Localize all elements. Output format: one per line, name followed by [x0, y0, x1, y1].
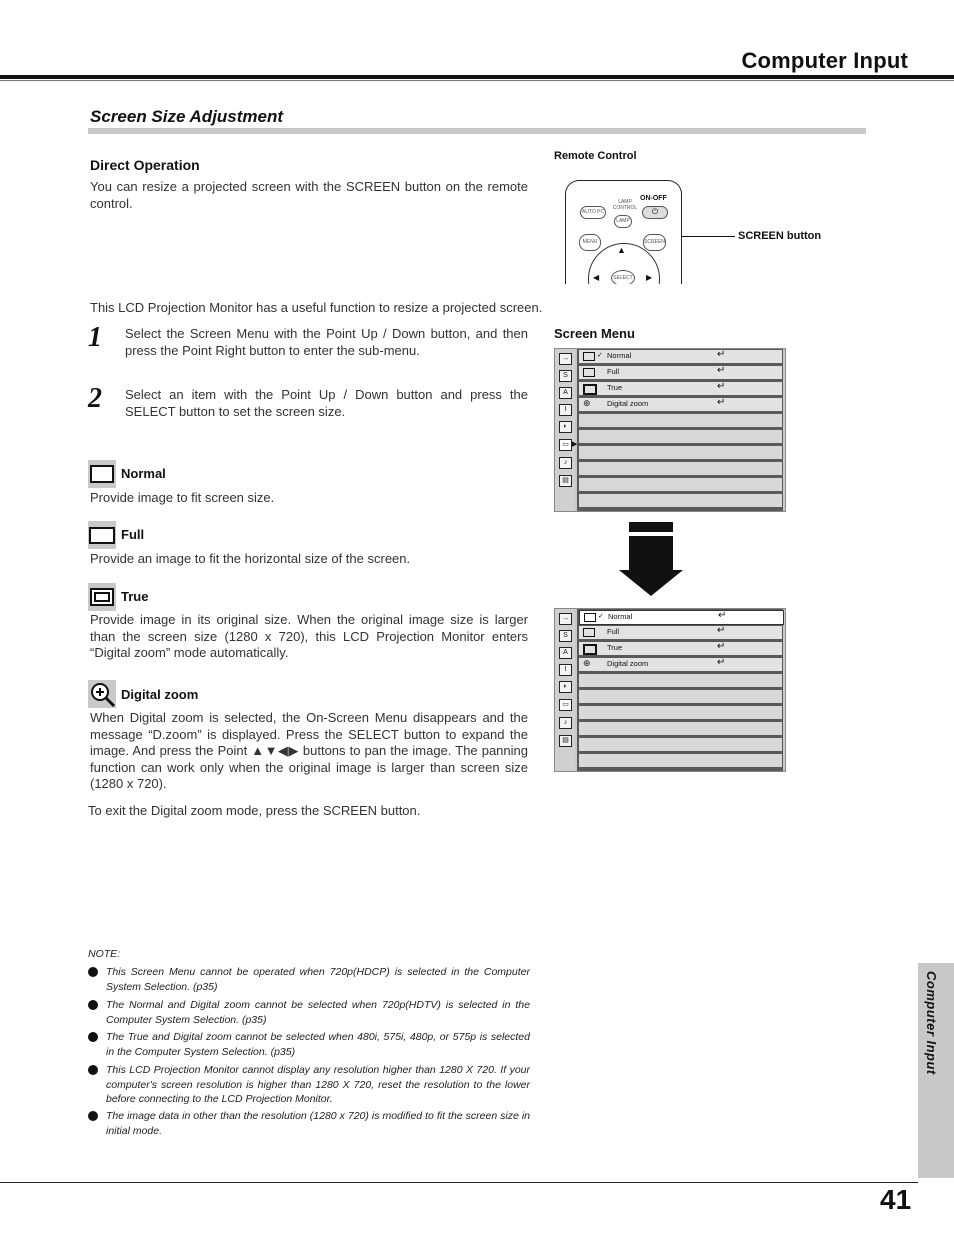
mode-description: Provide image in its original size. When the original image size is larger than the screen size (1280 x 720), this LCD Projection Monitor enters “Digital zoom” mode automatically.	[90, 612, 528, 660]
step-number: 1	[88, 322, 102, 353]
arrow-bar	[629, 522, 673, 532]
bullet-icon	[88, 1000, 98, 1010]
sound-icon: ♪	[559, 717, 572, 729]
bullet-icon	[88, 1111, 98, 1121]
menu-row-normal-selected	[579, 610, 784, 625]
menu-row-empty	[579, 430, 782, 443]
lamp-control-label: LAMP CONTROL	[612, 199, 638, 211]
direct-operation-heading: Direct Operation	[90, 157, 200, 173]
digital-zoom-icon: ⊕	[583, 658, 591, 668]
step-number: 2	[88, 383, 102, 414]
on-off-label: ON-OFF	[640, 195, 667, 202]
digital-zoom-icon: ⊕	[583, 398, 591, 408]
note-text: This Screen Menu cannot be operated when 720p(HDCP) is selected in the Computer System Selection. (p35)	[106, 966, 530, 993]
enter-icon: ↵	[717, 349, 726, 360]
menu-row-empty	[579, 738, 782, 751]
image-adjust-icon: ◐	[559, 421, 572, 433]
screen-menu-icon: ▭	[559, 699, 572, 711]
setting-icon: ▤	[559, 475, 572, 487]
menu-body	[577, 609, 783, 771]
normal-screen-icon	[583, 352, 595, 361]
mode-label: Digital zoom	[121, 687, 199, 702]
pc-adjust-icon: A	[559, 387, 572, 399]
menu-row-empty	[579, 674, 782, 687]
mode-description: Provide an image to fit the horizontal size of the screen.	[90, 551, 411, 566]
menu-row-empty	[579, 462, 782, 475]
section-title: Screen Size Adjustment	[90, 107, 284, 126]
down-arrow-icon	[619, 536, 683, 596]
submenu-pointer-icon: ▶	[572, 441, 578, 448]
mode-label: Normal	[121, 466, 166, 481]
remote-control-label: Remote Control	[554, 150, 637, 162]
side-tab-label: Computer Input	[924, 971, 939, 1075]
side-tab	[918, 963, 954, 1178]
step-text: Select an item with the Point Up / Down button and press the SELECT button to set the screen size.	[125, 387, 528, 419]
pc-adjust-icon: A	[559, 647, 572, 659]
enter-icon: ↵	[717, 381, 726, 392]
menu-row-digital-zoom	[579, 398, 782, 411]
mode-description: Provide image to fit screen size.	[90, 490, 275, 505]
menu-row-label: Digital zoom	[607, 659, 649, 668]
menu-row-empty	[579, 446, 782, 459]
menu-row-normal	[579, 350, 782, 363]
auto-pc-button: AUTO PC	[580, 206, 606, 219]
system-icon: S	[559, 370, 572, 382]
check-icon: ✓	[597, 352, 603, 359]
note-title: NOTE:	[88, 948, 121, 960]
true-screen-icon	[88, 583, 116, 611]
mode-label: True	[121, 589, 149, 604]
header-rule	[0, 75, 954, 79]
enter-icon: ↵	[717, 365, 726, 376]
setting-icon: ▤	[559, 735, 572, 747]
menu-row-empty	[579, 414, 782, 427]
menu-row-label: Full	[607, 367, 620, 376]
bullet-icon	[88, 1065, 98, 1075]
screen-menu-icon: ▭	[559, 439, 572, 451]
bullet-icon	[88, 967, 98, 977]
lamp-button: LAMP	[614, 215, 632, 228]
enter-icon: ↵	[717, 641, 726, 652]
direct-operation-text: You can resize a projected screen with the SCREEN button on the remote control.	[90, 179, 528, 211]
menu-row-true	[579, 382, 782, 395]
screen-menu-after	[554, 608, 786, 772]
bullet-icon	[88, 1032, 98, 1042]
normal-screen-icon	[584, 613, 596, 622]
digital-zoom-icon	[88, 680, 116, 708]
menu-row-label: True	[607, 643, 623, 652]
enter-icon: ↵	[717, 625, 726, 636]
note-text: The True and Digital zoom cannot be selected when 480i, 575i, 480p, or 575p is selected in the Computer System Selection. (p35)	[106, 1031, 530, 1058]
menu-rail	[555, 609, 575, 771]
sound-icon: ♪	[559, 457, 572, 469]
true-screen-icon	[583, 384, 597, 395]
page-header-title: Computer Input	[741, 48, 908, 73]
true-screen-icon	[583, 644, 597, 655]
menu-row-true	[579, 642, 782, 655]
screen-button-callout: SCREEN button	[738, 230, 822, 242]
menu-row-label: Normal	[607, 351, 632, 360]
full-screen-icon	[88, 521, 116, 549]
note-item	[88, 998, 530, 1027]
image-adjust-icon: ◐	[559, 681, 572, 693]
note-item	[88, 1030, 530, 1059]
menu-row-empty	[579, 478, 782, 491]
enter-icon: ↵	[717, 657, 726, 668]
menu-row-full	[579, 366, 782, 379]
menu-row-empty	[579, 722, 782, 735]
menu-row-full	[579, 626, 782, 639]
exit-zoom-text: To exit the Digital zoom mode, press the SCREEN button.	[88, 803, 421, 818]
menu-body	[577, 349, 783, 511]
enter-icon: ↵	[718, 610, 727, 621]
note-item	[88, 965, 530, 994]
section-divider	[88, 128, 866, 134]
menu-row-digital-zoom	[579, 658, 782, 671]
image-select-icon: I	[559, 664, 572, 676]
input-icon: →	[559, 613, 572, 625]
menu-row-empty	[579, 754, 782, 767]
full-screen-icon	[583, 368, 595, 377]
note-item	[88, 1063, 530, 1107]
system-icon: S	[559, 630, 572, 642]
menu-row-label: Full	[607, 627, 620, 636]
full-screen-icon	[583, 628, 595, 637]
enter-icon: ↵	[717, 397, 726, 408]
remote-control-illustration	[565, 180, 682, 284]
power-icon: ⏻	[642, 206, 668, 219]
normal-screen-icon	[88, 460, 116, 488]
input-icon: →	[559, 353, 572, 365]
menu-row-empty	[579, 690, 782, 703]
menu-row-empty	[579, 706, 782, 719]
screen-button: SCREEN	[643, 234, 666, 251]
footer-rule	[0, 1182, 918, 1183]
menu-row-label: Digital zoom	[607, 399, 649, 408]
note-item	[88, 1109, 530, 1138]
intro-text: This LCD Projection Monitor has a useful function to resize a projected screen.	[90, 300, 543, 315]
menu-row-label: Normal	[608, 612, 633, 621]
note-text: The image data in other than the resolution (1280 x 720) is modified to fit the screen size in initial mode.	[106, 1110, 530, 1137]
mode-label: Full	[121, 527, 145, 542]
note-text: This LCD Projection Monitor cannot display any resolution higher than 1280 X 720. If your computer's screen resolution is higher than 1280 X 720, reset the resolution to the lower before connecting to the LCD Projection Monitor.	[106, 1064, 530, 1105]
menu-button: MENU	[579, 234, 601, 251]
page-number: 41	[880, 1184, 912, 1215]
screen-button-callout-line	[681, 236, 735, 237]
menu-row-label: True	[607, 383, 623, 392]
point-right-icon: ▶	[646, 273, 653, 282]
select-button: SELECT	[611, 270, 635, 284]
mode-description: When Digital zoom is selected, the On-Screen Menu disappears and the message “D.zoom” is displayed. Press the SELECT button to expand the image. And press the Point ▲▼◀▶ buttons to pan the image. The panning function can work only when the original image is larger than screen size (1280 x 720).	[90, 710, 528, 791]
step-text: Select the Screen Menu with the Point Up / Down button, and then press the Point Right button to enter the sub-menu.	[125, 326, 528, 358]
note-text: The Normal and Digital zoom cannot be selected when 720p(HDTV) is selected in the Computer System Selection. (p35)	[106, 999, 530, 1026]
point-left-icon: ◀	[593, 273, 600, 282]
point-up-icon: ▲	[617, 245, 626, 255]
screen-menu-before	[554, 348, 786, 512]
menu-row-empty	[579, 494, 782, 507]
check-icon: ✓	[598, 613, 604, 620]
menu-rail	[555, 349, 578, 511]
header-rule-thin	[0, 80, 954, 81]
image-select-icon: I	[559, 404, 572, 416]
screen-menu-label: Screen Menu	[554, 326, 635, 341]
